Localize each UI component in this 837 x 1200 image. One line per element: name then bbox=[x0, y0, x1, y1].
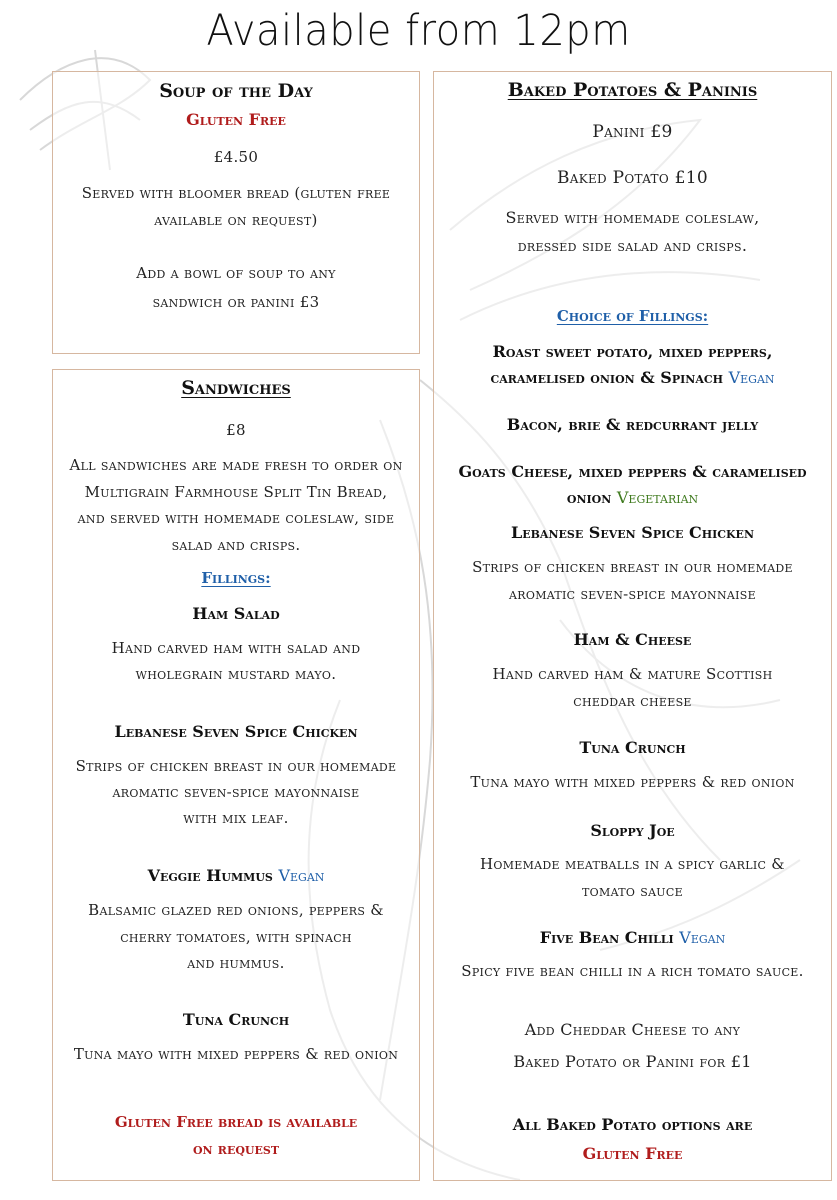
sandwich-item-name: Ham Salad bbox=[192, 604, 280, 623]
soup-addon-line: Add a bowl of soup to any bbox=[136, 264, 336, 282]
sandwich-item-name: Lebanese Seven Spice Chicken bbox=[114, 722, 358, 741]
filling-item-desc: cheddar cheese bbox=[573, 692, 692, 710]
filling-item bbox=[434, 930, 831, 946]
sandwich-item-desc: with mix leaf. bbox=[183, 809, 289, 827]
filling-item: Tuna Crunch bbox=[579, 738, 686, 757]
potatoes-desc-line: dressed side salad and crisps. bbox=[517, 236, 748, 255]
sandwiches-price: £8 bbox=[226, 421, 246, 439]
vegan-tag: Vegan bbox=[728, 368, 775, 387]
sandwiches-desc-line: Multigrain Farmhouse Split Tin Bread, bbox=[84, 483, 388, 501]
filling-item-desc: aromatic seven-spice mayonnaise bbox=[509, 585, 756, 603]
sandwich-item-desc: cherry tomatoes, with spinach bbox=[120, 928, 352, 946]
filling-item bbox=[434, 490, 831, 506]
sandwiches-section bbox=[52, 369, 420, 1181]
sandwich-item-name-text: Veggie Hummus bbox=[147, 866, 273, 885]
sandwiches-fillings-heading: Fillings: bbox=[201, 569, 271, 587]
sandwich-item-desc: wholegrain mustard mayo. bbox=[135, 665, 337, 683]
sandwich-item-desc: Hand carved ham with salad and bbox=[111, 639, 361, 657]
soup-title: Soup of the Day bbox=[159, 80, 313, 102]
potatoes-fillings-heading: Choice of Fillings: bbox=[556, 307, 709, 325]
filling-item: Bacon, brie & redcurrant jelly bbox=[506, 415, 759, 434]
vegetarian-tag: Vegetarian bbox=[616, 488, 699, 507]
filling-item bbox=[434, 370, 831, 386]
sandwich-item-name bbox=[53, 868, 419, 884]
filling-item: Roast sweet potato, mixed peppers, bbox=[492, 342, 773, 361]
soup-dietary-tag: Gluten Free bbox=[186, 110, 286, 129]
panini-price: Panini £9 bbox=[592, 122, 673, 142]
sandwiches-desc-line: All sandwiches are made fresh to order on bbox=[69, 456, 403, 474]
filling-item-text: caramelised onion & Spinach bbox=[490, 368, 724, 387]
filling-item-desc: Homemade meatballs in a spicy garlic & bbox=[480, 855, 785, 873]
potatoes-section bbox=[433, 71, 832, 1181]
filling-item-desc: Hand carved ham & mature Scottish bbox=[492, 665, 773, 683]
filling-item-text: Five Bean Chilli bbox=[539, 928, 674, 947]
vegan-tag: Vegan bbox=[679, 928, 726, 947]
filling-item: Goats Cheese, mixed peppers & caramelised bbox=[458, 462, 807, 481]
soup-section bbox=[52, 71, 420, 354]
sandwiches-title: Sandwiches bbox=[181, 377, 291, 399]
sandwich-item-name: Tuna Crunch bbox=[182, 1010, 290, 1029]
sandwich-item-desc: Tuna mayo with mixed peppers & red onion bbox=[73, 1045, 399, 1063]
soup-desc-line: Served with bloomer bread (gluten free bbox=[81, 184, 391, 202]
potatoes-footer-gluten-free: Gluten Free bbox=[582, 1144, 683, 1163]
filling-item-desc: Tuna mayo with mixed peppers & red onion bbox=[470, 773, 795, 791]
sandwich-item-desc: and hummus. bbox=[187, 954, 285, 972]
potatoes-addon-line: Baked Potato or Panini for £1 bbox=[513, 1052, 752, 1071]
potatoes-desc-line: Served with homemade coleslaw, bbox=[505, 208, 760, 227]
filling-item: Lebanese Seven Spice Chicken bbox=[511, 523, 754, 542]
filling-item-desc: Strips of chicken breast in our homemade bbox=[472, 558, 793, 576]
filling-item: Sloppy Joe bbox=[590, 821, 675, 840]
filling-item-text: onion bbox=[566, 488, 612, 507]
soup-desc-line: available on request) bbox=[154, 211, 318, 229]
filling-item-desc: tomato sauce bbox=[582, 882, 683, 900]
soup-addon-line: sandwich or panini £3 bbox=[152, 293, 320, 311]
soup-price: £4.50 bbox=[213, 148, 259, 166]
sandwich-item-desc: aromatic seven-spice mayonnaise bbox=[112, 783, 360, 801]
baked-potato-price: Baked Potato £10 bbox=[556, 168, 709, 188]
sandwich-item-desc: Strips of chicken breast in our homemade bbox=[75, 757, 397, 775]
potatoes-addon-line: Add Cheddar Cheese to any bbox=[524, 1020, 741, 1039]
sandwiches-desc-line: salad and crisps. bbox=[171, 536, 301, 554]
sandwiches-desc-line: and served with homemade coleslaw, side bbox=[77, 509, 395, 527]
filling-item: Ham & Cheese bbox=[573, 630, 692, 649]
potatoes-footer-note: All Baked Potato options are bbox=[512, 1115, 753, 1134]
sandwiches-footer-note: Gluten Free bread is available bbox=[114, 1113, 358, 1131]
filling-item-desc: Spicy five bean chilli in a rich tomato sauce. bbox=[461, 962, 804, 980]
vegan-tag: Vegan bbox=[278, 866, 325, 885]
sandwiches-footer-note: on request bbox=[192, 1140, 280, 1158]
potatoes-title: Baked Potatoes & Paninis bbox=[507, 79, 758, 101]
sandwich-item-desc: Balsamic glazed red onions, peppers & bbox=[88, 901, 384, 919]
page-title: Available from 12pm bbox=[206, 6, 631, 56]
